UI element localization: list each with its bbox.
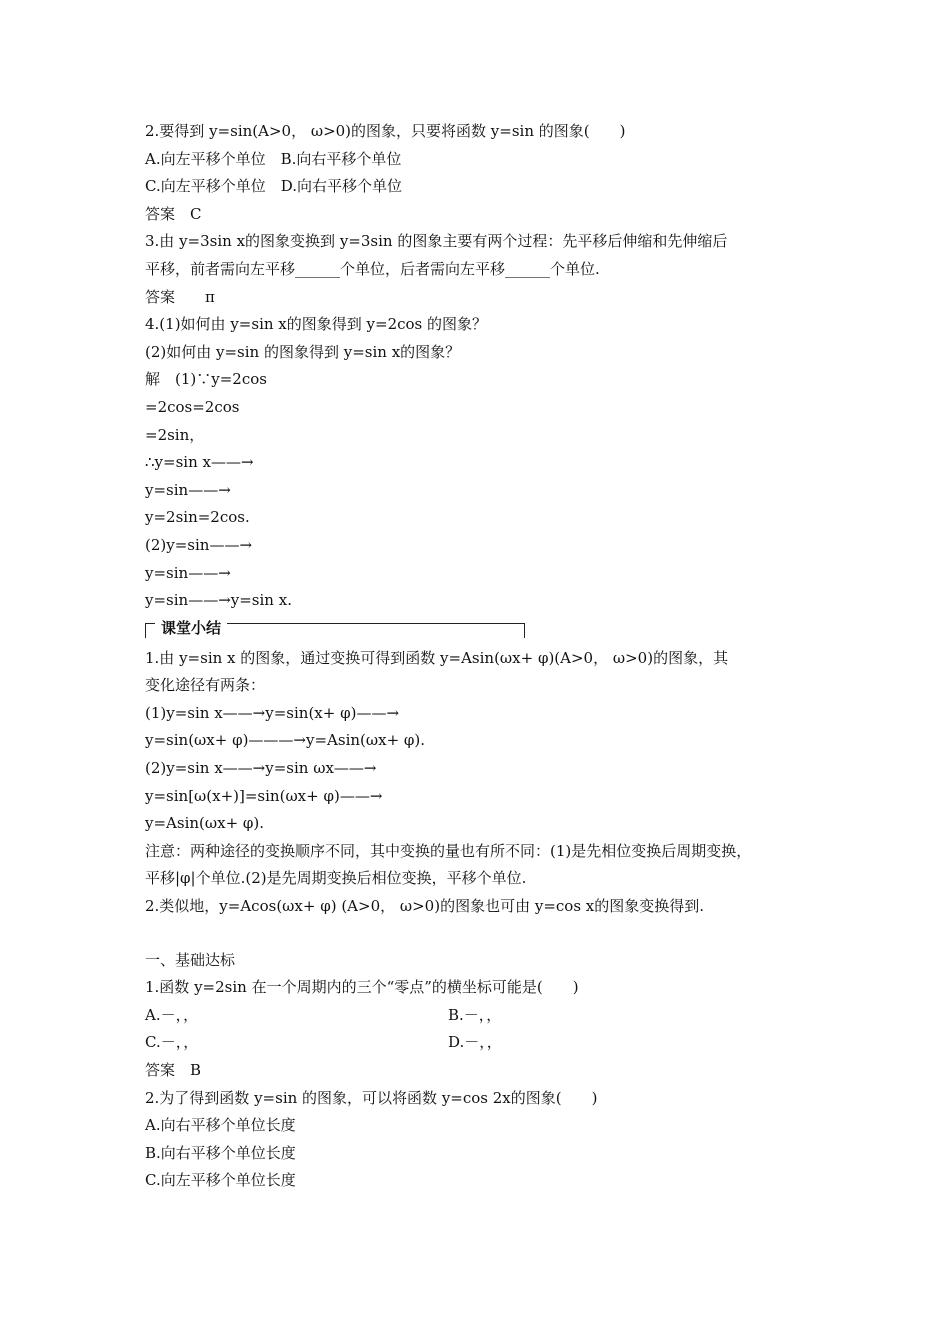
text-line: 一、基础达标 — [145, 950, 236, 969]
text-line: A.向右平移个单位长度 — [145, 1116, 296, 1135]
text-line: 变化途径有两条： — [145, 676, 266, 695]
text-line: 2.类似地，y=Acos(ωx+ φ) (A>0， ω>0)的图象也可由 y=cos x的图象变换得到. — [145, 897, 705, 916]
text-line: 注意：两种途径的变换顺序不同，其中变换的量也有所不同：(1)是先相位变换后周期变换， — [145, 841, 752, 860]
text-line: ∴y=sin x——→ — [145, 453, 254, 472]
text-line: y=sin[ω(x+)]=sin(ωx+ φ)——→ — [145, 786, 383, 805]
text-line: B.向右平移个单位长度 — [145, 1143, 296, 1162]
text-line: 平移|φ|个单位.(2)是先周期变换后相位变换，平移个单位. — [145, 869, 527, 888]
question-block-2-4 — [145, 118, 825, 615]
text-line: 4.(1)如何由 y=sin x的图象得到 y=2cos 的图象？ — [145, 315, 488, 334]
text-line: (2)如何由 y=sin 的图象得到 y=sin x的图象？ — [145, 342, 461, 361]
document-page — [145, 118, 825, 1195]
text-line: =2cos=2cos — [145, 397, 240, 416]
text-line: (2)y=sin x——→y=sin ωx——→ — [145, 759, 377, 778]
section-header — [145, 617, 825, 643]
option-c: C.－，， — [145, 1033, 199, 1052]
spacer — [145, 921, 825, 947]
text-line: 2.要得到 y=sin(A>0， ω>0)的图象，只要将函数 y=sin 的图象( ) — [145, 122, 626, 140]
option-d: D.－，， — [448, 1033, 502, 1052]
text-line: (2)y=sin——→ — [145, 535, 253, 554]
text-line: 解 (1)∵y=2cos — [145, 370, 267, 389]
summary-block — [145, 645, 825, 921]
text-line: 答案 C — [145, 204, 202, 223]
text-line: y=Asin(ωx+ φ). — [145, 814, 265, 833]
text-line: 1.函数 y=2sin 在一个周期内的三个“零点”的横坐标可能是( ) — [145, 978, 579, 997]
text-line: (1)y=sin x——→y=sin(x+ φ)——→ — [145, 703, 400, 722]
text-line: 2.为了得到函数 y=sin 的图象，可以将函数 y=cos 2x的图象( ) — [145, 1088, 598, 1107]
text-line: =2sin， — [145, 425, 205, 444]
exercise-intro — [145, 947, 825, 1002]
text-line: y=sin(ωx+ φ)———→y=Asin(ωx+ φ). — [145, 731, 426, 750]
text-line: 1.由 y=sin x 的图象，通过变换可得到函数 y=Asin(ωx+ φ)(A>0， ω>0)的图象，其 — [145, 648, 729, 667]
text-line: A.向左平移个单位 B.向右平移个单位 — [145, 149, 402, 168]
text-line: C.向左平移个单位 D.向右平移个单位 — [145, 177, 402, 196]
text-line: 平移，前者需向左平移______个单位，后者需向左平移______个单位. — [145, 259, 600, 278]
section-title: 课堂小结 — [155, 617, 227, 639]
exercise-continued — [145, 1057, 825, 1195]
text-line: y=sin——→ — [145, 563, 231, 582]
text-line: 答案 π — [145, 287, 215, 306]
text-line: y=sin——→y=sin x. — [145, 591, 292, 610]
option-b: B.－，， — [448, 1005, 502, 1024]
text-line: y=2sin=2cos. — [145, 508, 250, 527]
text-line: 答案 B — [145, 1061, 202, 1079]
text-line: 3.由 y=3sin x的图象变换到 y=3sin 的图象主要有两个过程：先平移后伸缩和先伸缩后 — [145, 232, 728, 251]
option-a: A.－，， — [145, 1005, 199, 1024]
options-row-2 — [145, 1029, 825, 1057]
options-row-1 — [145, 1002, 825, 1030]
text-line: y=sin——→ — [145, 480, 231, 499]
text-line: C.向左平移个单位长度 — [145, 1171, 296, 1190]
